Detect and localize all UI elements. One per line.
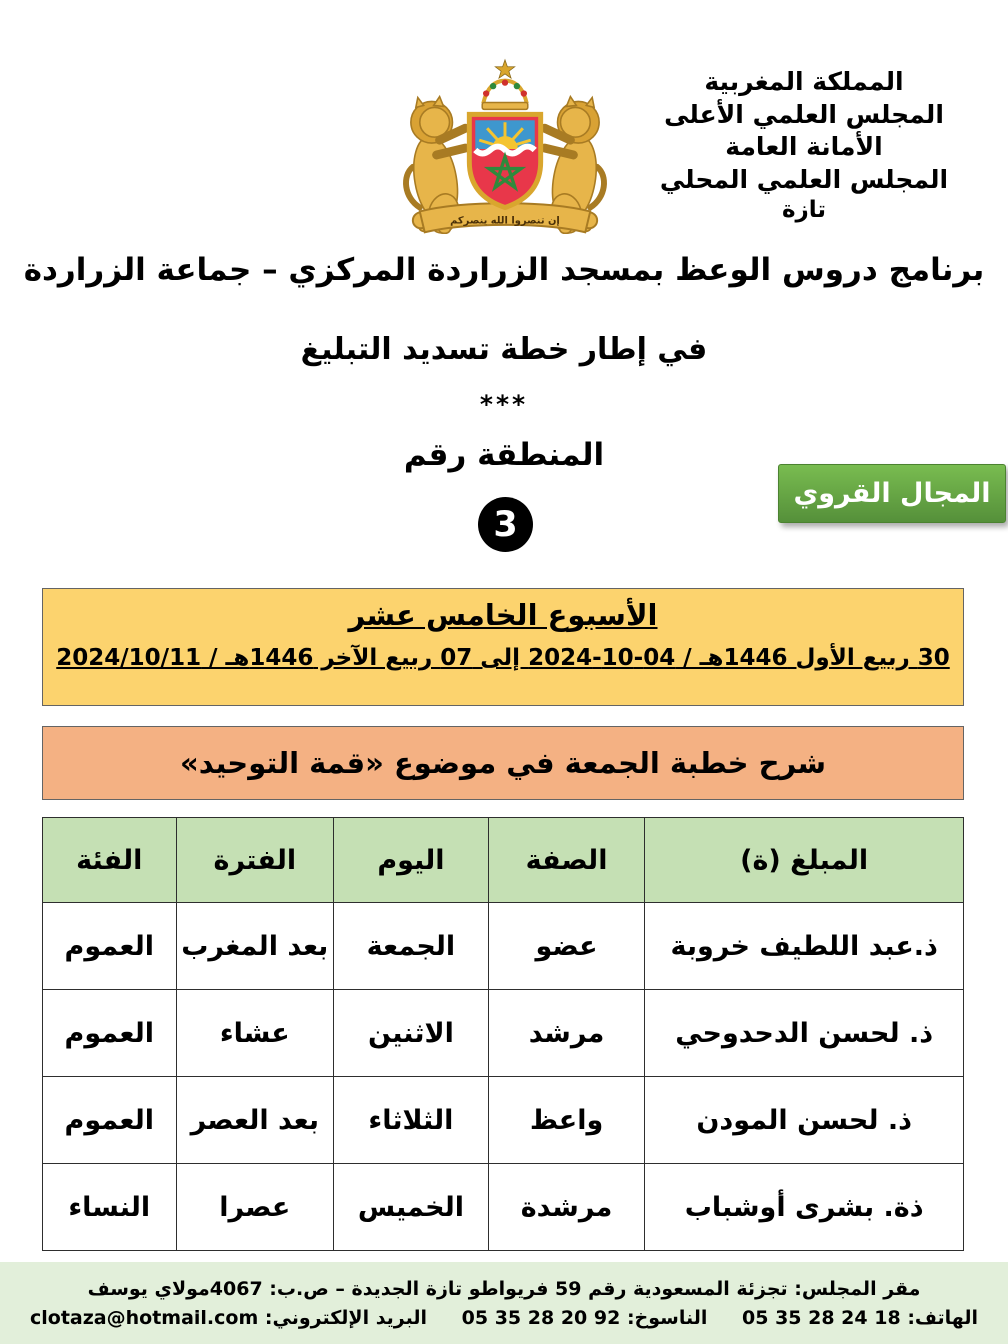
phone-number: 05 35 28 24 18 [742, 1306, 901, 1329]
footer-email [30, 1307, 427, 1329]
table-cell: العموم [43, 990, 177, 1077]
table-cell: الجمعة [334, 903, 489, 990]
fax-number: 05 35 28 20 92 [461, 1306, 621, 1329]
org-line-city: تازة [781, 197, 827, 223]
phone-label: الهاتف: [907, 1306, 978, 1329]
subject-text: شرح خطبة الجمعة في موضوع «قمة التوحيد» [179, 746, 827, 780]
footer [0, 1262, 1008, 1344]
table-cell: بعد العصر [176, 1077, 333, 1164]
table-row [43, 1077, 964, 1164]
column-header: الفئة [43, 818, 177, 903]
program-subtitle: في إطار خطة تسديد التبليغ [300, 332, 708, 367]
table-cell: الثلاثاء [334, 1077, 489, 1164]
zone-number-badge: 3 [478, 497, 533, 552]
footer-address: مقر المجلس: تجزئة المسعودية رقم 59 فريواطو تازة الجديدة – ص.ب: 4067مولاي يوسف [87, 1277, 921, 1300]
table-cell: مرشدة [488, 1164, 645, 1251]
footer-phone [735, 1307, 978, 1329]
table-cell: العموم [43, 1077, 177, 1164]
table-cell: ذة. بشرى أوشباب [645, 1164, 964, 1251]
fax-label: الناسوخ: [626, 1306, 708, 1329]
footer-fax [455, 1307, 707, 1329]
footer-contacts [16, 1307, 992, 1329]
table-cell: واعظ [488, 1077, 645, 1164]
table-cell: بعد المغرب [176, 903, 333, 990]
header-row [43, 818, 964, 903]
crown [482, 60, 528, 110]
subject-box [42, 726, 964, 800]
column-header: الصفة [488, 818, 645, 903]
table-cell: ذ. لحسن الدحدوحي [645, 990, 964, 1077]
column-header: المبلغ (ة) [645, 818, 964, 903]
week-box [42, 588, 964, 706]
table-row [43, 903, 964, 990]
motto-text: إن تنصروا الله ينصركم [450, 215, 560, 227]
table-cell: الخميس [334, 1164, 489, 1251]
table-cell: عصرا [176, 1164, 333, 1251]
zone-label: المنطقة رقم [403, 437, 605, 473]
table-cell: ذ.عبد اللطيف خروبة [645, 903, 964, 990]
moroccan-coat-of-arms-icon [396, 56, 614, 248]
rural-area-badge: المجال القروي [778, 464, 1006, 523]
email-address: clotaza@hotmail.com [30, 1306, 259, 1329]
email-label: البريد الإلكتروني: [264, 1306, 428, 1329]
table-cell: العموم [43, 903, 177, 990]
org-header [606, 66, 1002, 226]
table-cell: مرشد [488, 990, 645, 1077]
shield [469, 114, 540, 207]
schedule-body [43, 903, 964, 1251]
table-row [43, 1164, 964, 1251]
org-line-local-council: المجلس العلمي المحلي [659, 164, 949, 194]
table-cell: عضو [488, 903, 645, 990]
week-date-range: 30 ربيع الأول 1446هـ / 04-10-2024 إلى 07 ربيع الآخر 1446هـ / 2024/10/11 [56, 645, 950, 671]
org-line-council: المجلس العلمي الأعلى [664, 99, 944, 129]
table-cell: ذ. لحسن المودن [645, 1077, 964, 1164]
separator-stars: *** [479, 390, 529, 419]
program-title: برنامج دروس الوعظ بمسجد الزراردة المركزي – جماعة الزراردة [23, 252, 985, 288]
table-cell: النساء [43, 1164, 177, 1251]
org-line-secretariat: الأمانة العامة [725, 132, 883, 161]
week-title: الأسبوع الخامس عشر [348, 598, 658, 632]
schedule-table [42, 817, 964, 1251]
column-header: اليوم [334, 818, 489, 903]
schedule-header [43, 818, 964, 903]
table-cell: الاثنين [334, 990, 489, 1077]
column-header: الفترة [176, 818, 333, 903]
table-row [43, 990, 964, 1077]
org-line-kingdom: المملكة المغربية [704, 67, 904, 96]
table-cell: عشاء [176, 990, 333, 1077]
